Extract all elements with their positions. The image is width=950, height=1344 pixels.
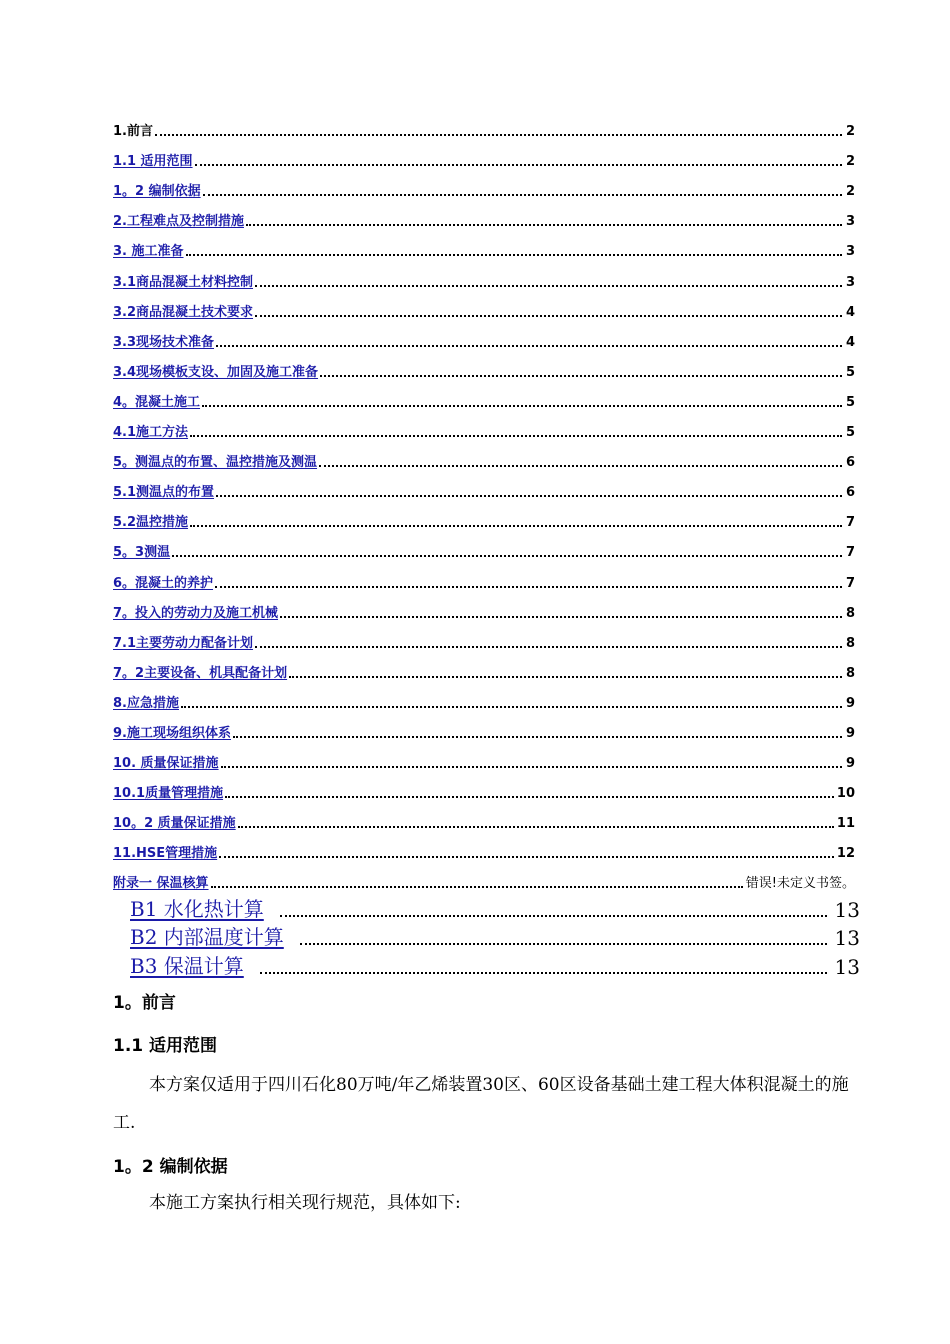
toc-entry[interactable] [113, 229, 855, 259]
toc-entry-title[interactable]: 1.1 适用范围 [113, 154, 193, 170]
toc-entry-title[interactable]: 6。混凝土的养护 [113, 575, 214, 591]
toc-entry-page: 11 [836, 816, 855, 832]
toc-entry-title[interactable]: 1。2 编制依据 [113, 184, 201, 200]
toc-entry[interactable] [113, 470, 855, 500]
toc-entry[interactable] [113, 169, 855, 199]
toc-entry-title[interactable]: 4.1施工方法 [113, 425, 189, 441]
toc-entry[interactable] [113, 350, 855, 380]
toc-leader-dots [260, 971, 827, 974]
toc-leader-dots [221, 765, 842, 768]
toc-entry-page: 4 [845, 304, 855, 320]
toc-entry[interactable] [113, 380, 855, 410]
toc-leader-dots [190, 524, 842, 527]
toc-leader-dots [155, 133, 842, 136]
toc-entry[interactable] [113, 410, 855, 440]
toc-entry-page: 6 [845, 455, 855, 471]
toc-leader-dots [215, 585, 842, 588]
toc-entry-page: 5 [845, 394, 855, 410]
toc-entry[interactable] [113, 109, 855, 139]
toc-leader-dots [319, 464, 842, 467]
toc-entry-page: 5 [845, 425, 855, 441]
toc-leader-dots [203, 193, 842, 196]
toc-leader-dots [300, 942, 827, 945]
toc-leader-dots [190, 434, 842, 437]
toc-entry[interactable] [113, 621, 855, 651]
toc-sub-entry-page: 13 [834, 926, 860, 950]
toc-entry[interactable] [113, 711, 855, 741]
toc-entry-page: 12 [836, 846, 855, 862]
toc-entry-title[interactable]: 5。3测温 [113, 545, 171, 561]
toc-entry[interactable] [113, 861, 855, 891]
toc-entry[interactable] [113, 771, 855, 801]
toc-entry[interactable] [113, 530, 855, 560]
toc-entry-title[interactable]: 2.工程难点及控制措施 [113, 214, 244, 230]
toc-entry-title[interactable]: 10.1质量管理措施 [113, 786, 224, 802]
toc-entry-title: 1.前言 [113, 124, 153, 140]
toc-entry-page: 7 [845, 545, 855, 561]
toc-entry[interactable] [113, 139, 855, 169]
toc-entry-title[interactable]: 8.应急措施 [113, 695, 179, 711]
toc-leader-dots [202, 404, 842, 407]
toc-entry-page: 6 [845, 485, 855, 501]
toc-entry-title[interactable]: 5。测温点的布置、温控措施及测温 [113, 455, 318, 471]
toc-sub-entry-title[interactable]: B2 内部温度计算 [130, 925, 284, 949]
toc-entry-title[interactable]: 10。2 质量保证措施 [113, 816, 236, 832]
toc-entry-title[interactable]: 附录一 保温核算 [113, 876, 209, 892]
toc-entry-title[interactable]: 4。混凝土施工 [113, 394, 201, 410]
toc-entry-title[interactable]: 5.1测温点的布置 [113, 485, 215, 501]
toc-entry[interactable] [113, 290, 855, 320]
toc-entry-page: 9 [845, 756, 855, 772]
toc-sub-entry[interactable] [130, 893, 860, 922]
toc-entry-page: 3 [845, 274, 855, 290]
toc-entry-page: 3 [845, 214, 855, 230]
section-heading: 1。前言 [113, 993, 176, 1013]
toc-entry[interactable] [113, 259, 855, 289]
toc-entry-title[interactable]: 3. 施工准备 [113, 244, 184, 260]
toc-entry[interactable] [113, 741, 855, 771]
toc-entry-title[interactable]: 11.HSE管理措施 [113, 846, 218, 862]
toc-leader-dots [255, 645, 842, 648]
toc-entry-title[interactable]: 7。2主要设备、机具配备计划 [113, 665, 288, 681]
toc-leader-dots [320, 374, 842, 377]
toc-entry[interactable] [113, 651, 855, 681]
toc-leader-dots [216, 344, 842, 347]
toc-leader-dots [255, 314, 842, 317]
body-paragraph: 本施工方案执行相关现行规范，具体如下: [149, 1193, 461, 1213]
toc-sub-entry-page: 13 [834, 897, 860, 922]
toc-entry[interactable] [113, 199, 855, 229]
toc-entry-page: 7 [845, 515, 855, 531]
toc-entry[interactable] [113, 831, 855, 861]
toc-entry-title[interactable]: 7。投入的劳动力及施工机械 [113, 605, 279, 621]
toc-leader-dots [255, 284, 842, 287]
appendix-toc [130, 893, 860, 979]
toc-entry-title[interactable]: 3.4现场模板支设、加固及施工准备 [113, 364, 319, 380]
table-of-contents [113, 109, 855, 891]
toc-entry-error-text: 错误!未定义书签。 [745, 876, 855, 892]
toc-entry-page: 7 [845, 575, 855, 591]
subsection-heading: 1。2 编制依据 [113, 1157, 228, 1177]
toc-sub-entry[interactable] [130, 922, 860, 951]
toc-leader-dots [238, 825, 834, 828]
toc-entry-page: 9 [845, 725, 855, 741]
toc-entry-page: 2 [845, 154, 855, 170]
toc-sub-entry-title[interactable]: B3 保温计算 [130, 953, 244, 978]
subsection-heading: 1.1 适用范围 [113, 1036, 218, 1056]
toc-entry-page: 2 [845, 124, 855, 140]
toc-entry-page: 2 [845, 184, 855, 200]
toc-entry[interactable] [113, 560, 855, 590]
toc-entry[interactable] [113, 591, 855, 621]
toc-entry-title[interactable]: 9.施工现场组织体系 [113, 725, 231, 741]
toc-entry-page: 8 [845, 635, 855, 651]
toc-entry[interactable] [113, 440, 855, 470]
toc-entry-page: 8 [845, 665, 855, 681]
toc-entry[interactable] [113, 801, 855, 831]
toc-leader-dots [172, 554, 842, 557]
toc-leader-dots [233, 735, 842, 738]
toc-entry-title[interactable]: 5.2温控措施 [113, 515, 189, 531]
toc-entry-title[interactable]: 7.1主要劳动力配备计划 [113, 635, 254, 651]
toc-leader-dots [280, 914, 827, 917]
toc-sub-entry[interactable] [130, 950, 860, 979]
toc-entry-page: 3 [845, 244, 855, 260]
toc-entry-page: 9 [845, 695, 855, 711]
toc-leader-dots [280, 615, 842, 618]
toc-leader-dots [211, 885, 743, 888]
toc-entry-title[interactable]: 3.3现场技术准备 [113, 334, 215, 350]
toc-entry[interactable] [113, 500, 855, 530]
toc-entry-page: 4 [845, 334, 855, 350]
toc-sub-entry-page: 13 [834, 954, 860, 979]
toc-leader-dots [225, 795, 834, 798]
toc-leader-dots [246, 223, 842, 226]
toc-entry-title[interactable]: 3.1商品混凝土材料控制 [113, 274, 254, 290]
toc-leader-dots [186, 253, 842, 256]
toc-leader-dots [289, 675, 842, 678]
toc-entry-page: 5 [845, 364, 855, 380]
toc-entry-page: 8 [845, 605, 855, 621]
body-paragraph: 本方案仅适用于四川石化80万吨/年乙烯装置30区、60区设备基础土建工程大体积混凝土的施工. [113, 1075, 849, 1133]
toc-entry-title[interactable]: 3.2商品混凝土技术要求 [113, 304, 254, 320]
toc-leader-dots [216, 494, 842, 497]
toc-entry-page: 10 [836, 786, 855, 802]
toc-entry-title[interactable]: 10. 质量保证措施 [113, 756, 219, 772]
toc-entry[interactable] [113, 320, 855, 350]
toc-leader-dots [181, 705, 842, 708]
toc-entry[interactable] [113, 681, 855, 711]
toc-sub-entry-title[interactable]: B1 水化热计算 [130, 896, 264, 921]
toc-leader-dots [195, 163, 842, 166]
toc-leader-dots [219, 855, 834, 858]
